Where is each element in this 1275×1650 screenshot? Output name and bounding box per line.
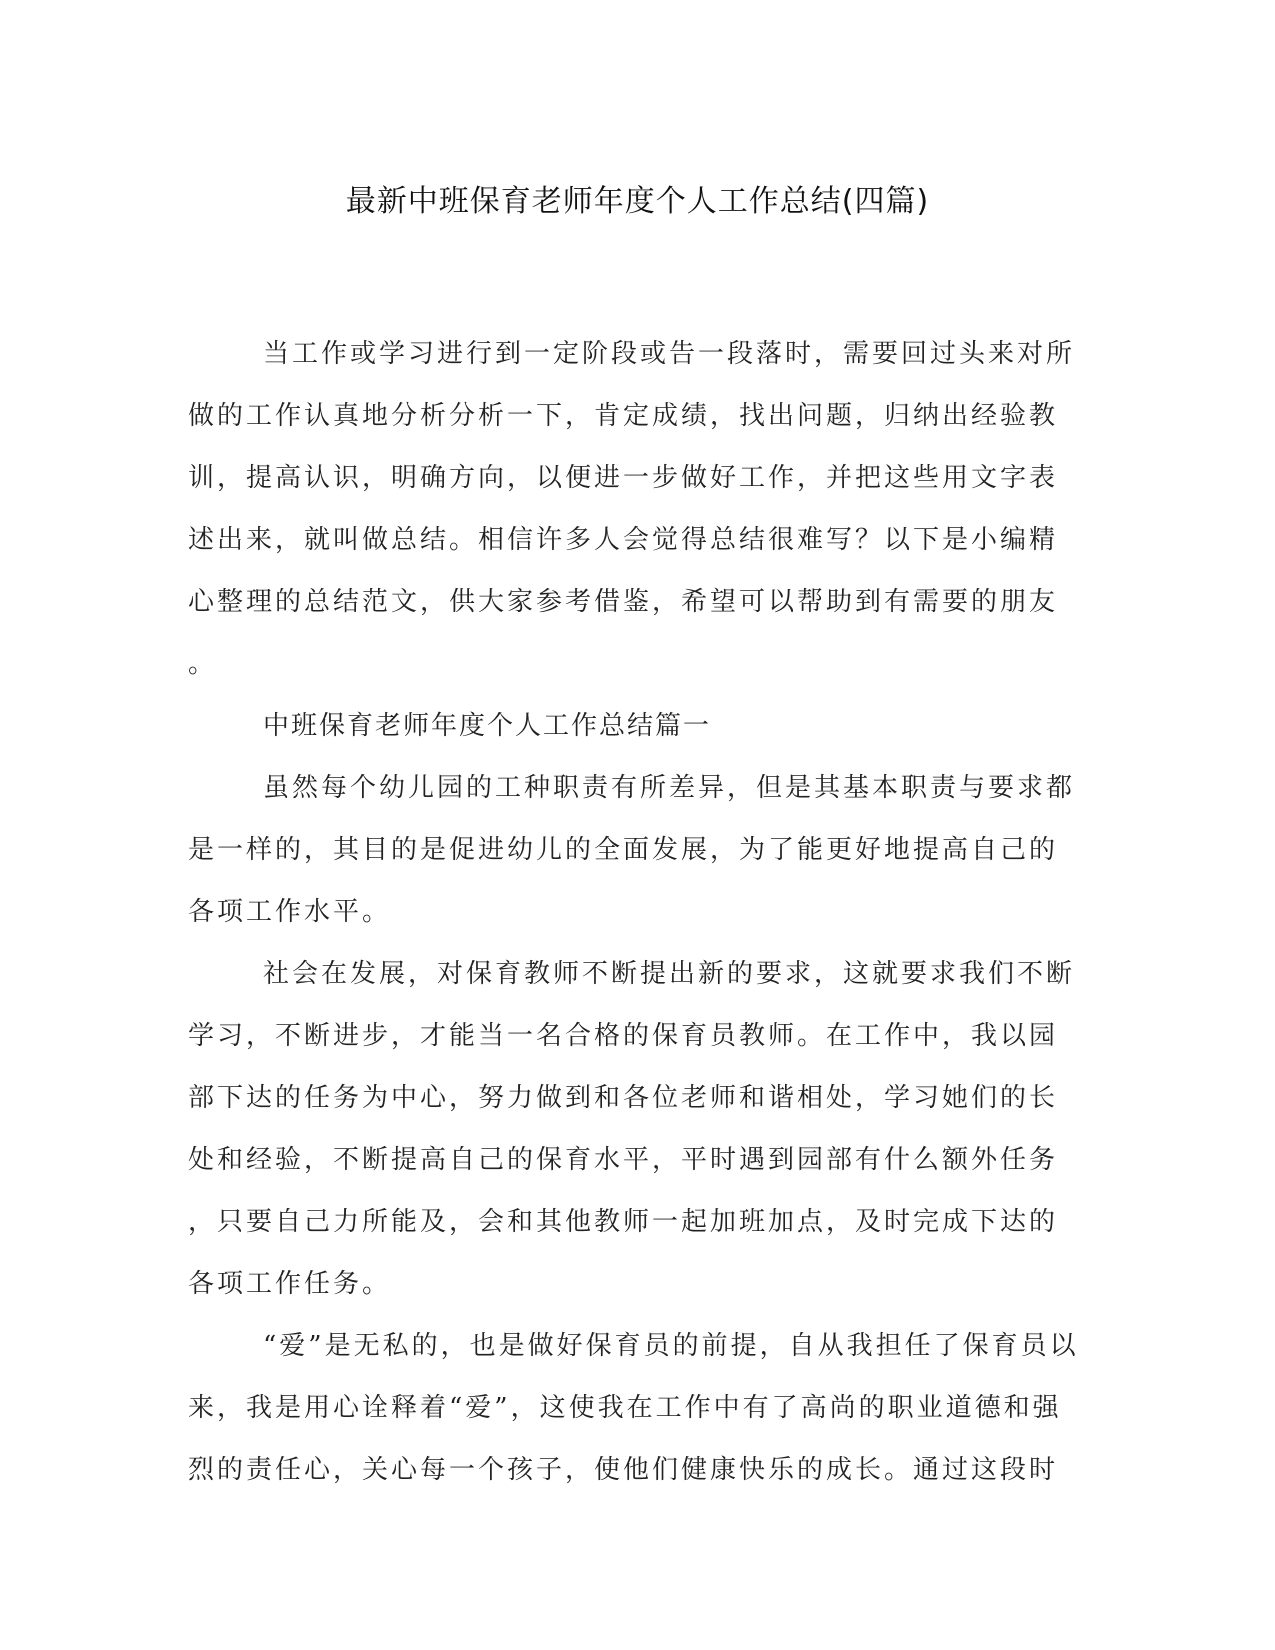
body-text-line: 来，我是用心诠释着“爱”，这使我在工作中有了高尚的职业道德和强	[188, 1393, 1062, 1423]
body-text-line: 各项工作水平。	[188, 897, 392, 927]
body-text-line: 是一样的，其目的是促进幼儿的全面发展，为了能更好地提高自己的	[188, 835, 1059, 865]
body-text-line: ，只要自己力所能及，会和其他教师一起加班加点，及时完成下达的	[188, 1207, 1059, 1237]
body-text-line: “爱”是无私的，也是做好保育员的前提，自从我担任了保育员以	[263, 1331, 1079, 1361]
body-text-line: 述出来，就叫做总结。相信许多人会觉得总结很难写？以下是小编精	[188, 525, 1059, 555]
body-text-line: 心整理的总结范文，供大家参考借鉴，希望可以帮助到有需要的朋友	[188, 587, 1059, 617]
body-text-line: 。	[188, 649, 218, 679]
body-text-line: 当工作或学习进行到一定阶段或告一段落时，需要回过头来对所	[263, 339, 1076, 369]
body-text-line: 做的工作认真地分析分析一下，肯定成绩，找出问题，归纳出经验教	[188, 401, 1059, 431]
body-text-line: 虽然每个幼儿园的工种职责有所差异，但是其基本职责与要求都	[263, 773, 1076, 803]
body-text-line: 学习，不断进步，才能当一名合格的保育员教师。在工作中，我以园	[188, 1021, 1059, 1051]
body-text-line: 烈的责任心，关心每一个孩子，使他们健康快乐的成长。通过这段时	[188, 1455, 1059, 1485]
section-heading: 中班保育老师年度个人工作总结篇一	[263, 711, 712, 741]
document-title: 最新中班保育老师年度个人工作总结(四篇)	[345, 184, 930, 219]
body-text-line: 处和经验，不断提高自己的保育水平，平时遇到园部有什么额外任务	[188, 1145, 1059, 1175]
body-text-line: 训，提高认识，明确方向，以便进一步做好工作，并把这些用文字表	[188, 463, 1059, 493]
body-text-line: 社会在发展，对保育教师不断提出新的要求，这就要求我们不断	[263, 959, 1076, 989]
body-text-line: 各项工作任务。	[188, 1269, 392, 1299]
document-body	[188, 323, 1079, 1501]
body-text-line: 部下达的任务为中心，努力做到和各位老师和谐相处，学习她们的长	[188, 1083, 1059, 1113]
